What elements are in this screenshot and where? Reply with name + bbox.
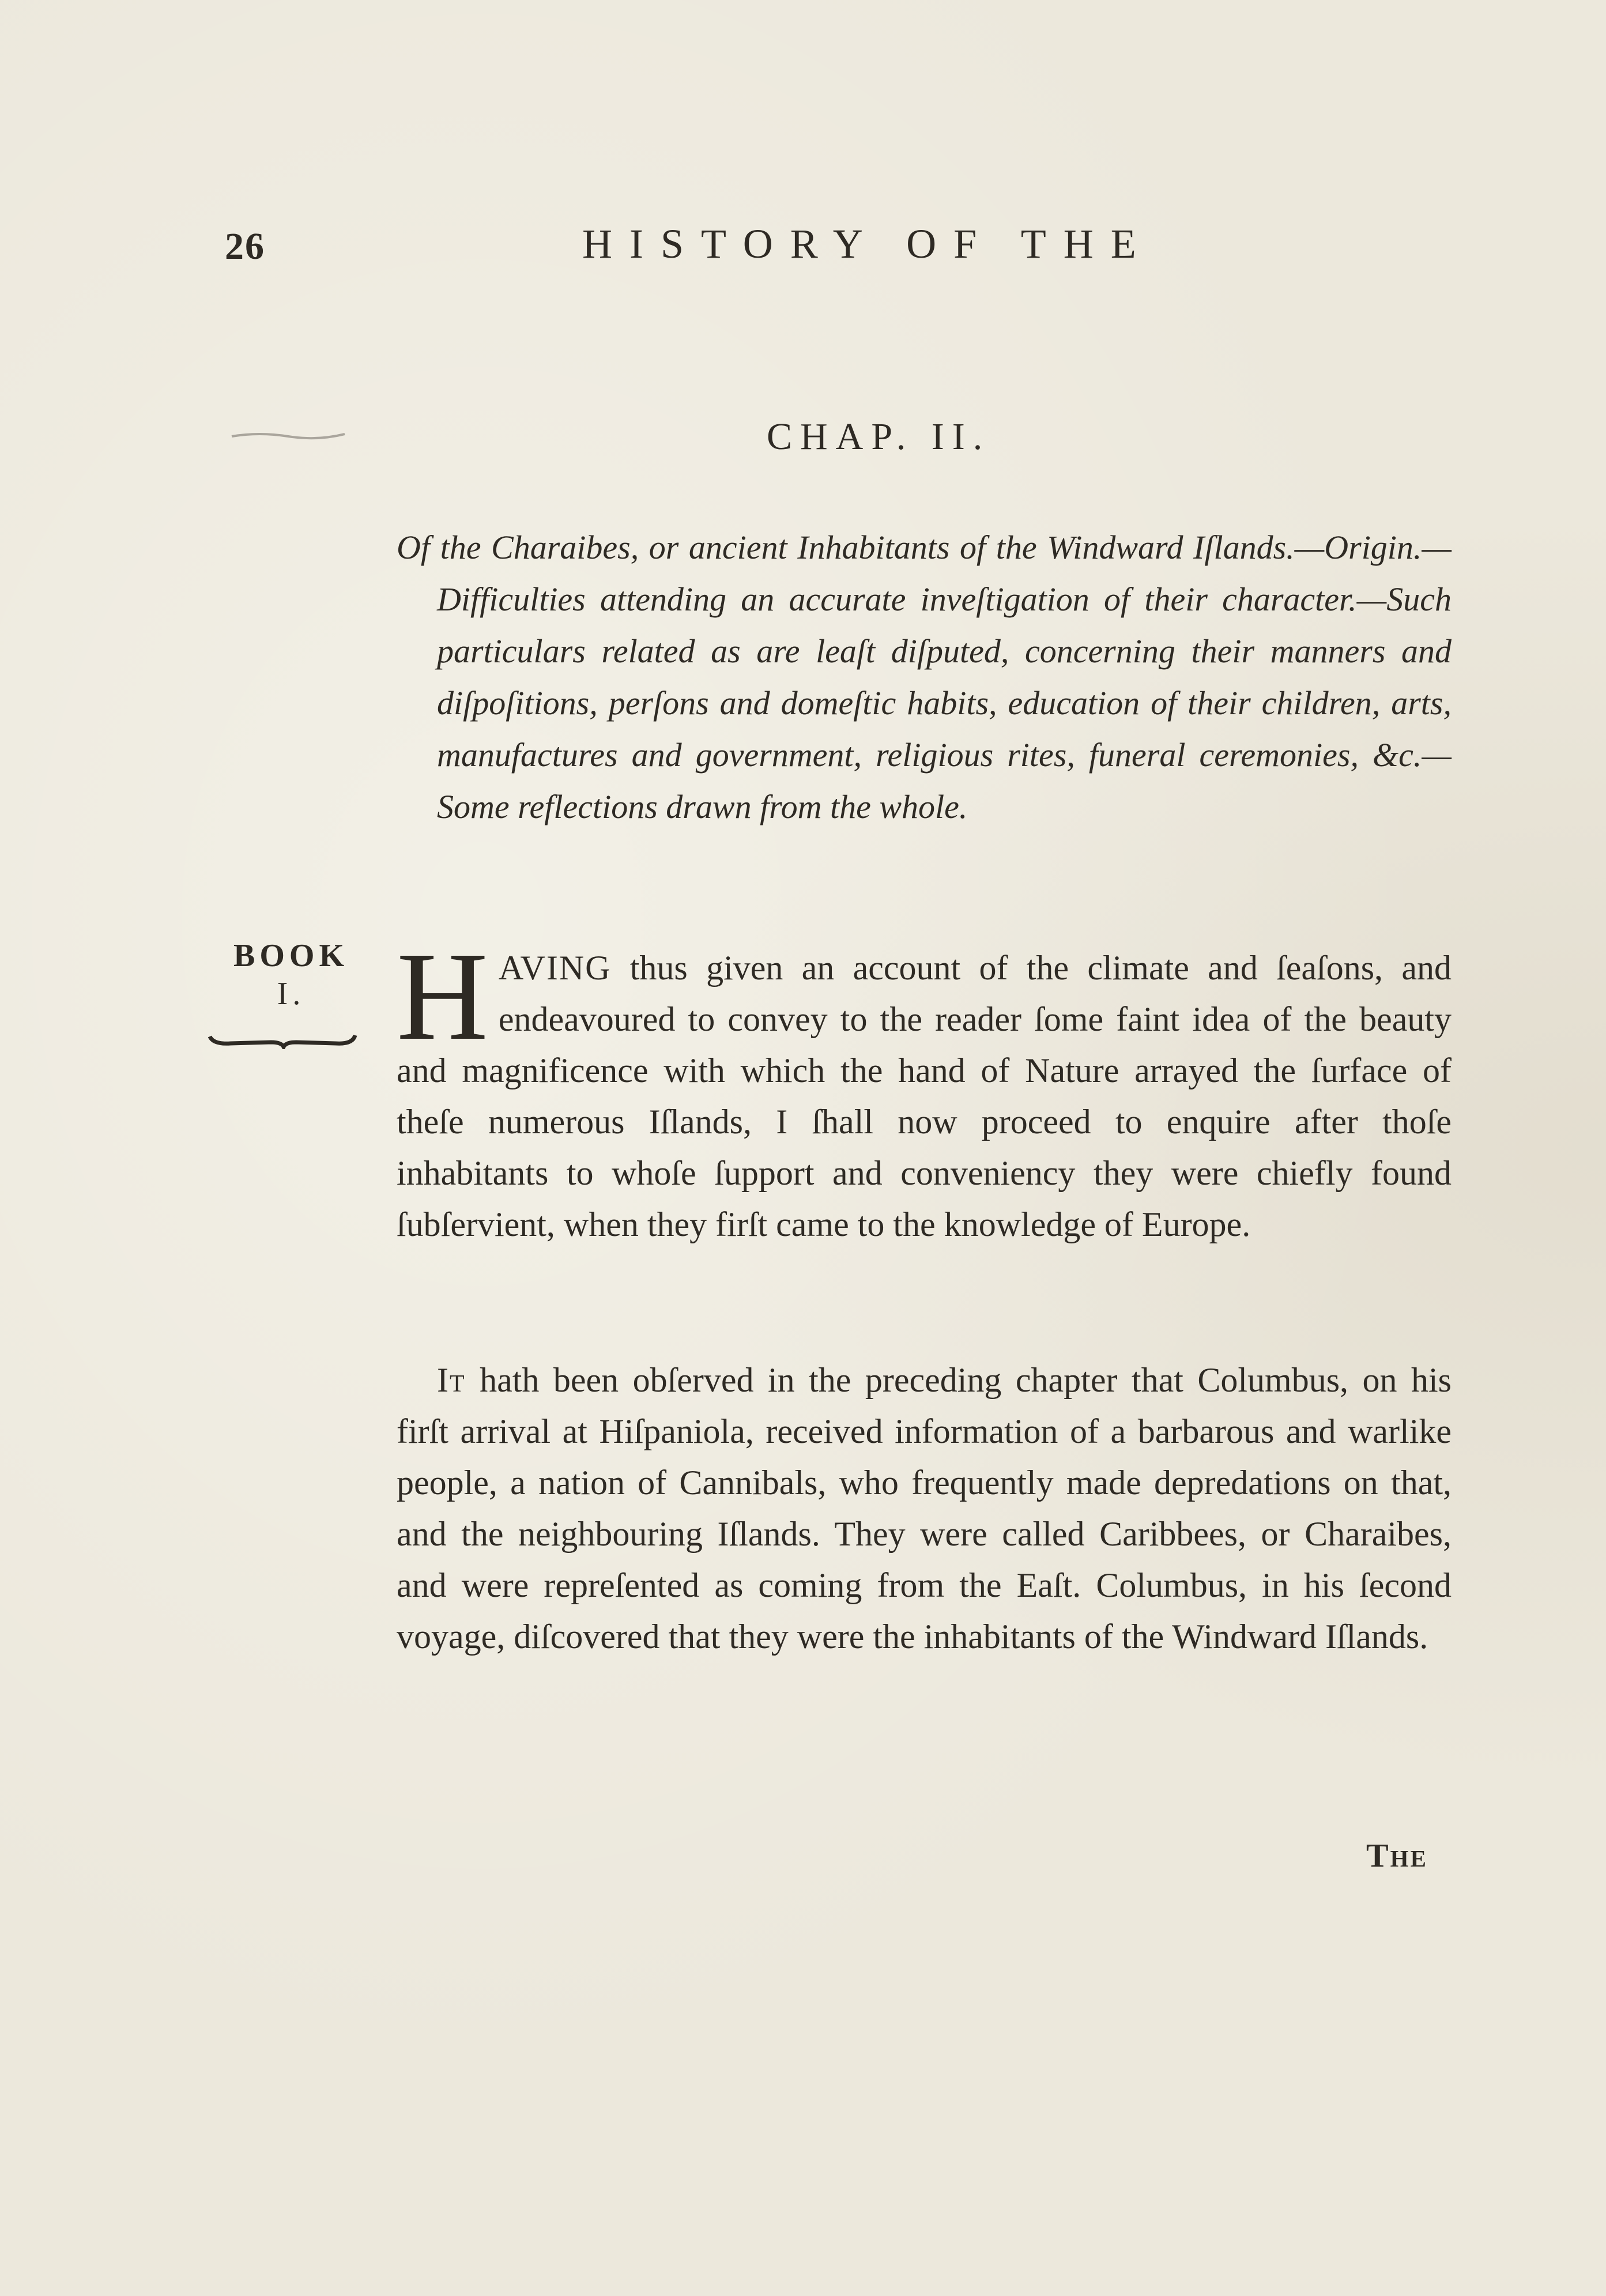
margin-note-book: [213, 937, 369, 1013]
summary-text: Of the Charaibes, or ancient Inhabitants of the Windward Iſlands.—Origin.—Difficulties attending an accurate inveſtigation of their character.—Such particulars related as are leaſt diſputed, concerning their manners and diſpoſitions, perſons and domeſtic habits, education of their children, arts, manufactures and government, religious rites, funeral ceremonies, &c.—Some reflections drawn from the whole.: [397, 529, 1452, 825]
running-title: HISTORY OF THE: [582, 221, 1153, 267]
margin-brace: [208, 1032, 357, 1049]
chapter-summary: [397, 522, 1452, 833]
paragraph-2-text: hath been obſerved in the preceding chapter that Columbus, on his firſt arrival at Hiſpaniola, received information of a barbarous and warlike people, a nation of Cannibals, who frequently made depredations on that, and the neighbouring Iſlands. They were called Caribbees, or Charaibes, and were repreſented as coming from the Eaſt. Columbus, in his ſecond voyage, diſcovered that they were the inhabitants of the Windward Iſlands.: [397, 1361, 1452, 1656]
drop-cap: H: [397, 926, 488, 1066]
catchword: The: [1366, 1837, 1428, 1874]
margin-book-number: I.: [277, 976, 306, 1012]
paragraph-1-text: thus given an account of the climate and ſeaſons, and endeavoured to convey to the reader ſome faint idea of the beauty and magnificence with which the hand of Nature arrayed the ſurface of theſe numerous Iſlands, I ſhall now proceed to enquire after thoſe inhabitants to whoſe ſupport and conveniency they were chiefly found ſubſervient, when they firſt came to the knowledge of Europe.: [397, 949, 1452, 1243]
opening-word: AVING: [498, 949, 612, 987]
page-number: 26: [225, 225, 265, 267]
paragraph-2: [397, 1355, 1452, 1662]
chapter-heading: CHAP. II.: [767, 416, 991, 458]
margin-book-word: BOOK: [233, 938, 349, 974]
paragraph-1: [397, 926, 1452, 1250]
paragraph-2-opening-word: It: [437, 1361, 466, 1399]
margin-flourish-top: [231, 429, 346, 441]
